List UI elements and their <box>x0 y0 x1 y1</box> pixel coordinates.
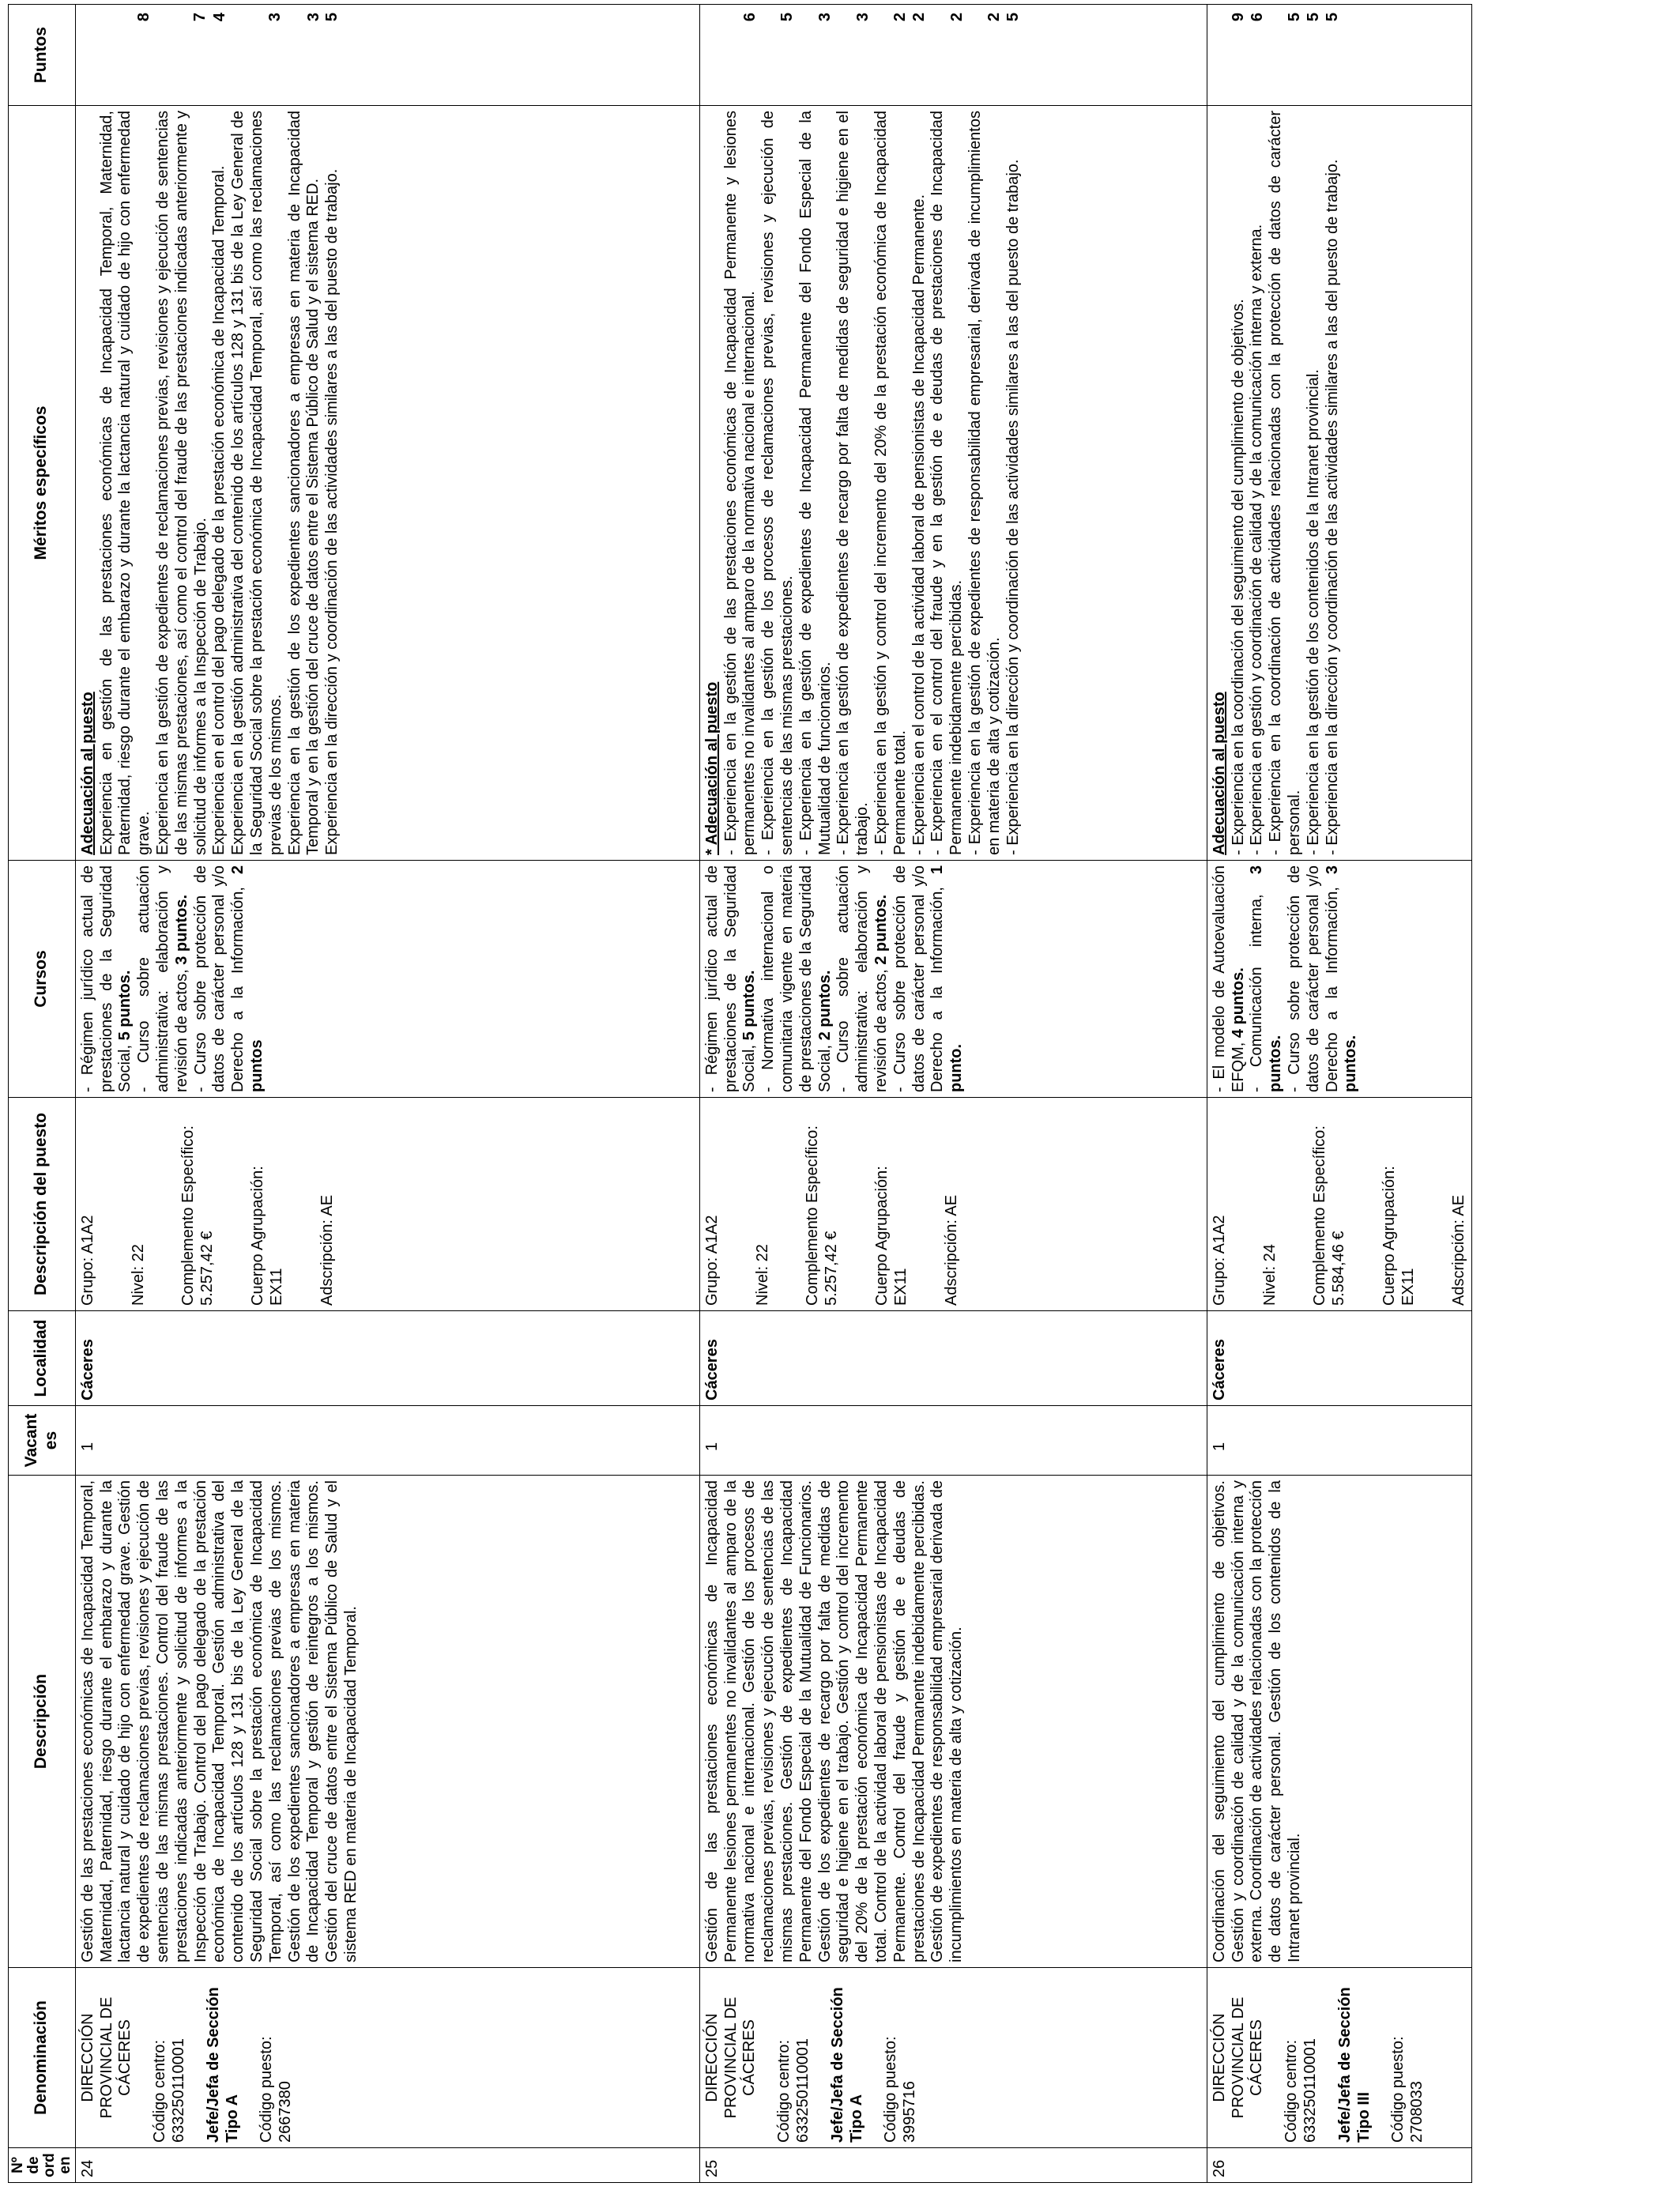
codigo-puesto-label: Código puesto: <box>1389 2036 1407 2143</box>
curso-text: - El modelo de Autoevaluación EFQM, <box>1210 865 1247 1092</box>
meritos-title: Adecuación al puesto <box>78 692 96 855</box>
merito-points: 6 <box>1248 13 1266 22</box>
direccion-name: DIRECCIÓN PROVINCIAL DE CÁCERES <box>703 1996 759 2119</box>
meritos-cell <box>699 106 1207 861</box>
cursos-cell <box>1207 861 1472 1098</box>
curso-points: 5 puntos. <box>740 970 759 1041</box>
nivel: Nivel: 22 <box>129 1244 147 1306</box>
orden-cell <box>699 2148 1207 2183</box>
curso-item <box>759 865 834 1092</box>
curso-text: - Normativa internacional o comunitaria vigente en materia de prestaciones de la Seguridad Social, <box>759 865 834 1092</box>
merito-points: 5 <box>778 13 796 22</box>
nivel: Nivel: 24 <box>1260 1244 1279 1306</box>
merito-points: 9 <box>1229 13 1247 22</box>
merito-points: 2 <box>985 13 1003 22</box>
curso-item <box>192 865 267 1092</box>
complemento-value: 5.584,46 € <box>1330 1231 1348 1306</box>
curso-item <box>891 865 966 1092</box>
merito-points: 5 <box>1304 13 1322 22</box>
curso-text: - Curso sobre actuación administrativa: elaboración y revisión de actos, <box>135 865 190 1092</box>
codigo-puesto-label: Código puesto: <box>258 2036 276 2143</box>
cursos-cell <box>699 861 1207 1098</box>
localidad-cell: Cáceres <box>75 1311 699 1406</box>
merito-points: 5 <box>322 13 341 22</box>
curso-text: - Curso sobre protección de datos de carácter personal y/o Derecho a la Información, <box>191 865 247 1092</box>
grupo: Grupo: A1A2 <box>78 1215 96 1306</box>
desc-puesto-cell <box>75 1098 699 1311</box>
merito-points: 4 <box>210 13 228 22</box>
header-puntos: Puntos <box>9 5 76 106</box>
merito-points: 3 <box>853 13 872 22</box>
codigo-puesto: 2667380 <box>277 2081 295 2143</box>
merito-points: 5 <box>1285 13 1303 22</box>
codigo-centro-label: Código centro: <box>775 2039 793 2143</box>
curso-points: 5 puntos. <box>116 970 134 1041</box>
codigo-centro: 633250110001 <box>1301 2038 1319 2143</box>
merito-points: 3 <box>266 13 284 22</box>
nivel: Nivel: 22 <box>753 1244 771 1306</box>
puntos-cell <box>1207 5 1472 106</box>
merito-item: Experiencia en la gestión de los expedientes sancionadores a empresas en materia de Incapacidad Temporal y en la gestión del cruce de datos entre el Sistema Público de Salud y el sistema RED. <box>285 111 322 855</box>
merito-item: Experiencia en la gestión administrativa del contenido de los artículos 128 y 131 bis de la Ley General de la Seguridad Social sobre la prestación económica de Incapacidad Temporal, así como las reclamaciones previas de los mismos. <box>229 111 284 855</box>
complemento-label: Complemento Específico: <box>1311 1125 1329 1306</box>
complemento-value: 5.257,42 € <box>823 1231 841 1306</box>
orden-number: 25 <box>703 2159 721 2177</box>
puesto-name: Jefe/Jefa de Sección Tipo A <box>828 1987 865 2143</box>
puntos-cell <box>699 5 1207 106</box>
puesto-name: Jefe/Jefa de Sección Tipo III <box>1335 1987 1373 2143</box>
merito-item: - Experiencia en la dirección y coordinación de las actividades similares a las del puesto de trabajo. <box>1004 159 1022 855</box>
table-row <box>699 5 1207 2183</box>
curso-text: - Régimen jurídico actual de prestaciones de la Seguridad Social, <box>703 865 759 1092</box>
merito-points: 5 <box>1004 13 1022 22</box>
localidad-cell: Cáceres <box>1207 1311 1472 1406</box>
merito-item: - Experiencia en el control de la actividad laboral de pensionistas de Incapacidad Permanente. <box>910 194 928 855</box>
denominacion-cell <box>75 1968 699 2148</box>
merito-item: - Experiencia en la gestión de las prestaciones económicas de Incapacidad Permanente y lesiones permanentes no invalidantes al amparo de la normativa nacional e internacional. <box>721 111 759 855</box>
positions-table <box>8 4 1472 2183</box>
descripcion-cell: Coordinación del seguimiento del cumplimiento de objetivos. Gestión y coordinación de calidad y de la comunicación interna y externa. Coordinación de actividades relacionadas con la protección de datos de carácter personal. Gestión de los contenidos de la Intranet provincial. <box>1207 1476 1472 1968</box>
curso-item <box>703 865 759 1092</box>
merito-points: 2 <box>910 13 928 22</box>
orden-number: 26 <box>1210 2159 1228 2177</box>
table-row <box>1207 5 1472 2183</box>
codigo-puesto-label: Código puesto: <box>882 2036 900 2143</box>
descripcion-cell: Gestión de las prestaciones económicas de Incapacidad Permanente lesiones permanentes no invalidantes al amparo de la normativa nacional e internacional. Gestión de los procesos de reclamaciones previas, revisiones y ejecución de sentencias de las mismas prestaciones. Gestión de expedientes de Incapacidad Permanente del Fondo Especial de la Mutualidad de Funcionarios. Gestión de los expedientes de recargo por falta de medidas de seguridad e higiene en el trabajo. Gestión y control del incremento del 20% de la prestación económica de Incapacidad Permanente total. Control de la actividad laboral de pensionistas de Incapacidad Permanente. Control del fraude y gestión de e deudas de prestaciones de Incapacidad Permanente indebidamente percibidas. Gestión de expedientes de responsabilidad empresarial derivada de incumplimientos en materia de alta y cotización. <box>699 1476 1207 1968</box>
merito-item: - Experiencia en la coordinación del seguimiento del cumplimiento de objetivos. <box>1229 299 1247 855</box>
merito-item: - Experiencia en la gestión de los procesos de reclamaciones previas, revisiones y ejecución de sentencias de las mismas prestaciones. <box>759 111 796 855</box>
header-row <box>9 5 76 2183</box>
meritos-cell <box>75 106 699 861</box>
curso-item <box>79 865 135 1092</box>
merito-item: - Experiencia en el control del fraude y en la gestión de e deudas de prestaciones de Incapacidad Permanente indebidamente percibidas. <box>929 111 966 855</box>
localidad-cell: Cáceres <box>699 1311 1207 1406</box>
header-orden: Nº de orden <box>9 2148 76 2183</box>
curso-points: 3 puntos. <box>172 894 190 965</box>
codigo-centro-label: Código centro: <box>1283 2039 1301 2143</box>
header-denominacion: Denominación <box>9 1968 76 2148</box>
merito-points: 8 <box>134 13 153 22</box>
merito-item: - Experiencia en gestión y coordinación de calidad y de la comunicación interna y externa. <box>1248 224 1266 855</box>
curso-points: 2 puntos <box>229 865 266 1092</box>
puesto-name: Jefe/Jefa de Sección Tipo A <box>204 1987 241 2143</box>
merito-item: Experiencia en la dirección y coordinación de las actividades similares a las del puesto de trabajo. <box>323 168 341 855</box>
vacantes-cell: 1 <box>1207 1406 1472 1476</box>
merito-item: Experiencia en la gestión de expedientes de reclamaciones previas, revisiones y ejecución de sentencias de las mismas prestaciones, así como el control del fraude de las prestaciones indicadas anteriormente y solicitud de informes a la Inspección de Trabajo. <box>153 111 209 855</box>
curso-points: 2 puntos. <box>872 894 890 965</box>
curso-points: 4 puntos. <box>1229 967 1247 1039</box>
table-body <box>75 5 1472 2183</box>
denominacion-cell <box>699 1968 1207 2148</box>
curso-text: - Curso sobre actuación administrativa: elaboración y revisión de actos, <box>834 865 890 1092</box>
table-row <box>75 5 699 2183</box>
header-meritos: Méritos específicos <box>9 106 76 861</box>
orden-number: 24 <box>78 2159 96 2177</box>
orden-cell <box>75 2148 699 2183</box>
merito-item: - Experiencia en la gestión de expedientes de recargo por falta de medidas de seguridad e higiene en el trabajo. <box>834 111 872 855</box>
meritos-title: * Adecuación al puesto <box>703 681 721 855</box>
codigo-centro: 633250110001 <box>169 2038 187 2143</box>
cuerpo-label: Cuerpo Agrupación: <box>248 1166 266 1306</box>
cursos-cell <box>75 861 699 1098</box>
merito-item: - Experiencia en la gestión de los contenidos de la Intranet provincial. <box>1304 369 1322 855</box>
curso-text: - Régimen jurídico actual de prestaciones de la Seguridad Social, <box>78 865 134 1092</box>
curso-item <box>135 865 191 1092</box>
puntos-cell <box>75 5 699 106</box>
orden-cell <box>1207 2148 1472 2183</box>
cuerpo-label: Cuerpo Agrupación: <box>1380 1166 1398 1306</box>
cuerpo-value: EX11 <box>267 1268 285 1306</box>
curso-points: 3 puntos. <box>1248 865 1285 1092</box>
meritos-cell <box>1207 106 1472 861</box>
codigo-puesto: 2708033 <box>1408 2081 1426 2143</box>
denominacion-cell <box>1207 1968 1472 2148</box>
desc-puesto-cell <box>699 1098 1207 1311</box>
merito-item: - Experiencia en la dirección y coordinación de las actividades similares a las del puesto de trabajo. <box>1323 159 1341 855</box>
complemento-label: Complemento Específico: <box>804 1125 822 1306</box>
merito-points: 2 <box>947 13 966 22</box>
curso-item <box>834 865 891 1092</box>
header-cursos: Cursos <box>9 861 76 1098</box>
meritos-title: Adecuación al puesto <box>1210 692 1228 855</box>
merito-points: 5 <box>1323 13 1341 22</box>
curso-text: - Comunicación interna, <box>1248 874 1266 1092</box>
merito-points: 2 <box>891 13 909 22</box>
curso-item <box>1248 865 1286 1092</box>
curso-text: - Curso sobre protección de datos de carácter personal y/o Derecho a la Información, <box>1285 865 1341 1092</box>
merito-item: - Experiencia en la gestión de expedientes de Incapacidad Permanente del Fondo Especial de la Mutualidad de funcionarios. <box>797 111 834 855</box>
grupo: Grupo: A1A2 <box>1210 1215 1228 1306</box>
adscripcion: Adscripción: AE <box>942 1194 960 1306</box>
codigo-centro-label: Código centro: <box>151 2039 169 2143</box>
header-vacantes: Vacantes <box>9 1406 76 1476</box>
desc-puesto-cell <box>1207 1098 1472 1311</box>
merito-points: 3 <box>816 13 834 22</box>
codigo-centro: 633250110001 <box>793 2038 812 2143</box>
header-descripcion: Descripción <box>9 1476 76 1968</box>
merito-points: 7 <box>190 13 209 22</box>
header-desc-puesto: Descripción del puesto <box>9 1098 76 1311</box>
curso-item <box>1211 865 1249 1092</box>
merito-item: Experiencia en el control del pago delegado de la prestación económica de Incapacidad Temporal. <box>210 165 228 855</box>
cuerpo-value: EX11 <box>891 1268 910 1306</box>
direccion-name: DIRECCIÓN PROVINCIAL DE CÁCERES <box>1210 1996 1266 2119</box>
vacantes-cell: 1 <box>699 1406 1207 1476</box>
merito-item: - Experiencia en la coordinación de actividades relacionadas con la protección de datos de carácter personal. <box>1267 111 1303 855</box>
merito-item: - Experiencia en la gestión y control del incremento del 20% de la prestación económica de Incapacidad Permanente total. <box>872 111 909 855</box>
cuerpo-value: EX11 <box>1399 1268 1417 1306</box>
direccion-name: DIRECCIÓN PROVINCIAL DE CÁCERES <box>78 1996 134 2119</box>
merito-item: Experiencia en gestión de las prestaciones económicas de Incapacidad Temporal, Maternidad, Paternidad, riesgo durante el embarazo y durante la lactancia natural y cuidado de hijo con enfermedad grave. <box>97 111 153 855</box>
cuerpo-label: Cuerpo Agrupación: <box>872 1166 891 1306</box>
curso-points: 1 punto. <box>929 865 966 1092</box>
complemento-label: Complemento Específico: <box>179 1125 198 1306</box>
adscripcion: Adscripción: AE <box>318 1194 336 1306</box>
merito-points: 3 <box>304 13 322 22</box>
curso-item <box>1286 865 1361 1092</box>
curso-points: 3 puntos. <box>1323 865 1360 1092</box>
curso-points: 2 puntos. <box>816 970 834 1041</box>
complemento-value: 5.257,42 € <box>198 1231 217 1306</box>
merito-item: - Experiencia en la gestión de expedientes de responsabilidad empresarial, derivada de incumplimientos en materia de alta y cotización. <box>966 111 1003 855</box>
adscripcion: Adscripción: AE <box>1449 1194 1467 1306</box>
descripcion-cell: Gestión de las prestaciones económicas de Incapacidad Temporal, Maternidad, Paternidad, riesgo durante el embarazo y durante la lactancia natural y cuidado de hijo con enfermedad grave. Gestión de expedientes de reclamaciones previas, revisiones y ejecución de sentencias de las mismas prestaciones. Control del fraude de las prestaciones indicadas anteriormente y solicitud de informes a la Inspección de Trabajo. Control del pago delegado de la prestación económica de Incapacidad Temporal. Gestión administrativa del contenido de los artículos 128 y 131 bis de la Ley General de la Seguridad Social sobre la prestación económica de Incapacidad Temporal, así como las reclamaciones previas de los mismos. Gestión de los expedientes sancionadores a empresas en materia de Incapacidad Temporal y gestión de reintegros a los mismos. Gestión del cruce de datos entre el Sistema Público de Salud y el sistema RED en materia de Incapacidad Temporal. <box>75 1476 699 1968</box>
codigo-puesto: 3995716 <box>901 2081 919 2143</box>
curso-text: - Curso sobre protección de datos de carácter personal y/o Derecho a la Información, <box>891 865 947 1092</box>
merito-points: 6 <box>740 13 759 22</box>
header-localidad: Localidad <box>9 1311 76 1406</box>
vacantes-cell: 1 <box>75 1406 699 1476</box>
grupo: Grupo: A1A2 <box>703 1215 721 1306</box>
